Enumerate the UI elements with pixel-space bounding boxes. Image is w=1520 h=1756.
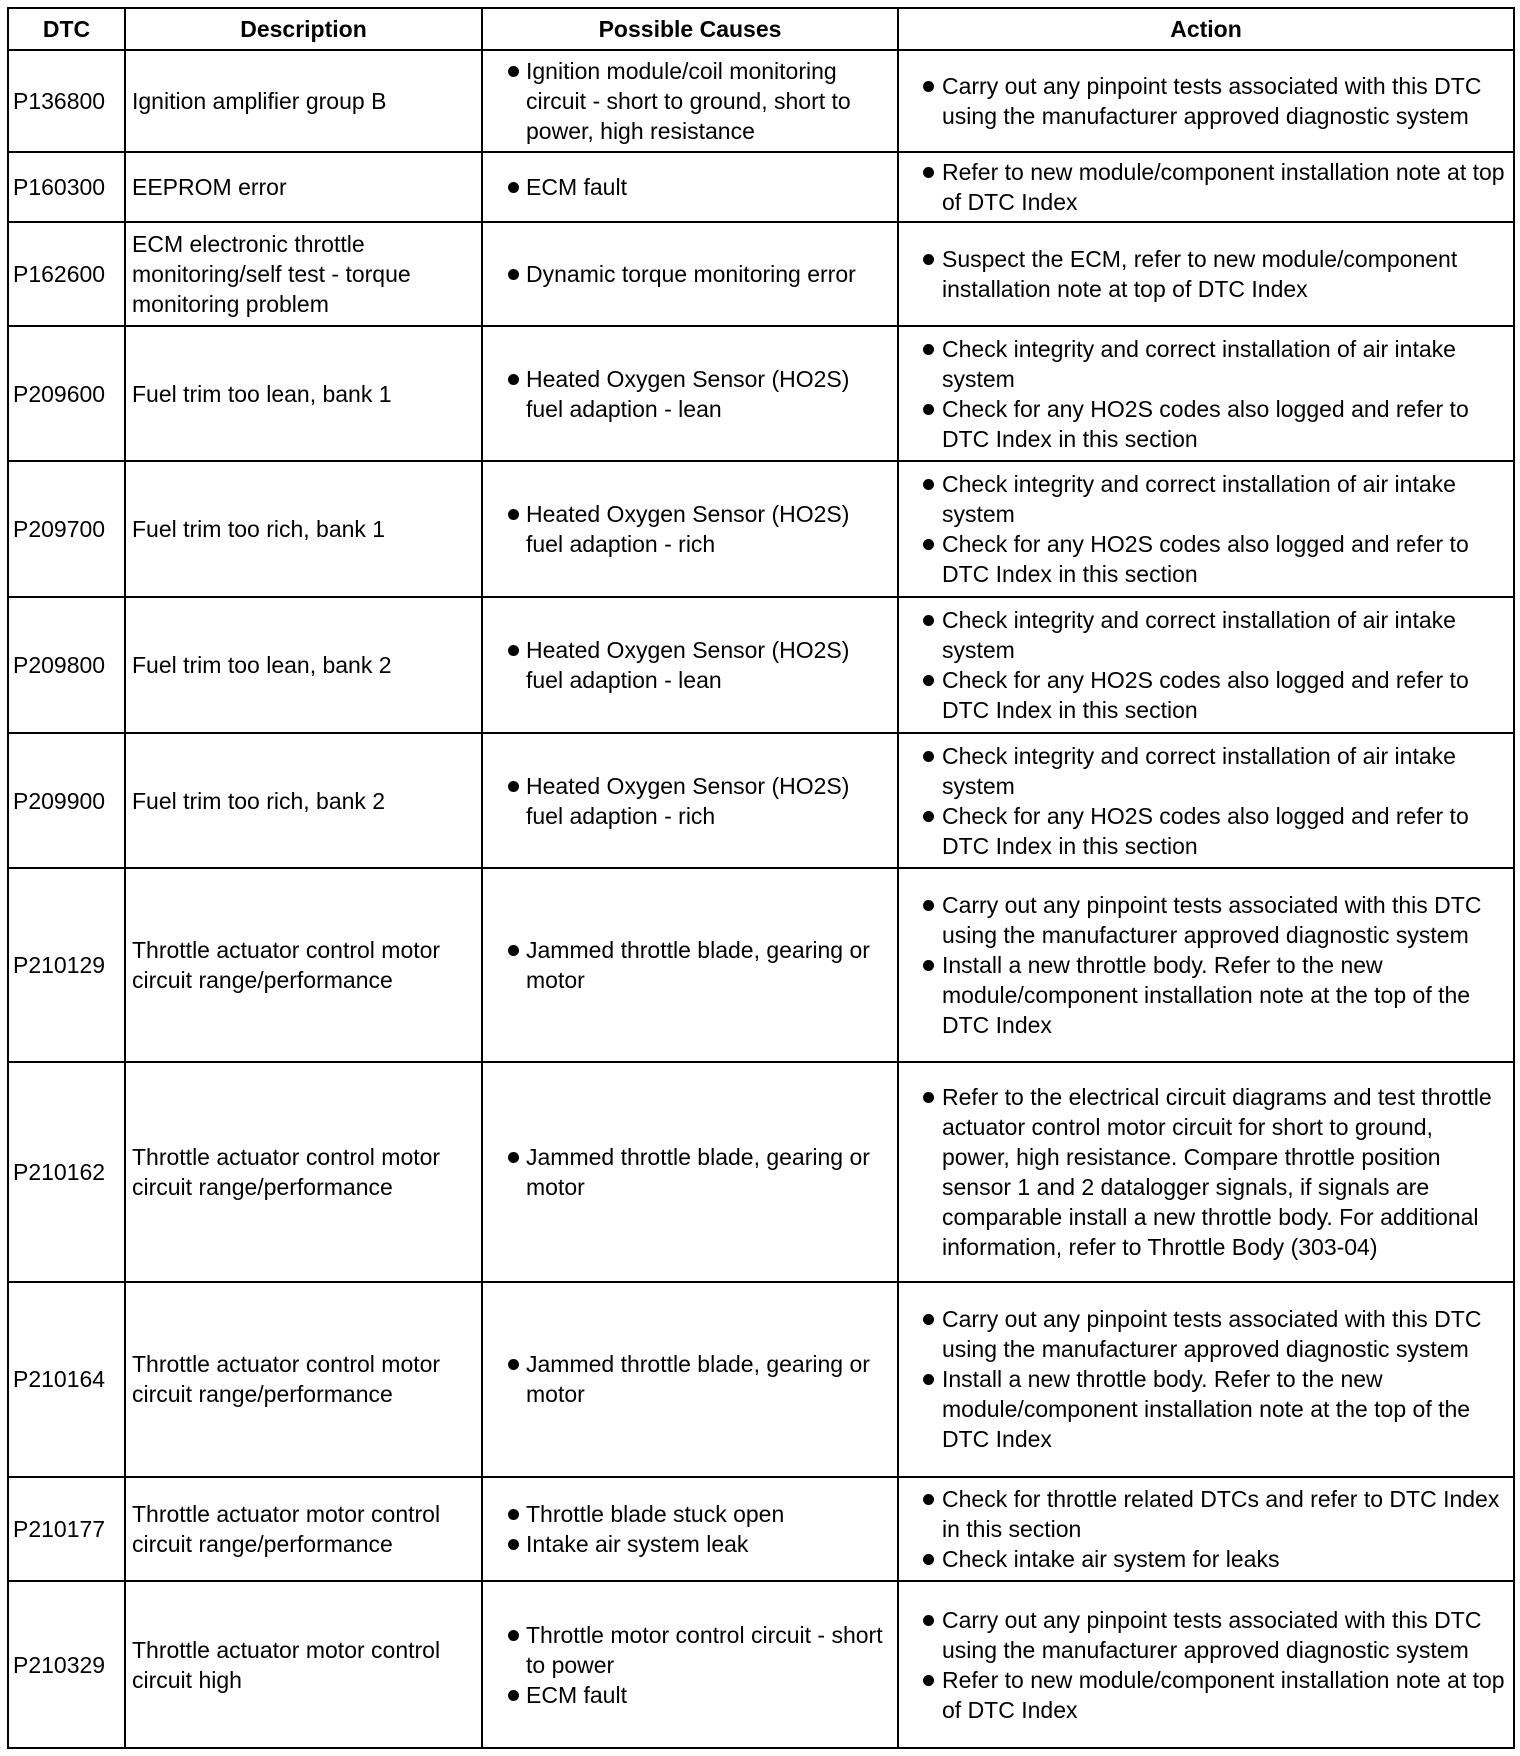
table-row — [8, 222, 1514, 325]
causes-list — [489, 56, 891, 146]
cause-item: Jammed throttle blade, gearing or motor — [489, 935, 891, 995]
possible-causes-cell — [482, 597, 898, 733]
dtc-code: P209700 — [8, 461, 125, 597]
actions-list — [905, 334, 1507, 454]
dtc-description: ECM electronic throttle monitoring/self test - torque monitoring problem — [125, 222, 482, 325]
cause-item: Jammed throttle blade, gearing or motor — [489, 1142, 891, 1202]
action-cell — [898, 733, 1514, 869]
dtc-description: Fuel trim too rich, bank 1 — [125, 461, 482, 597]
action-cell — [898, 1581, 1514, 1748]
cause-item: Heated Oxygen Sensor (HO2S) fuel adaption - lean — [489, 635, 891, 695]
possible-causes-cell — [482, 152, 898, 222]
action-item: Refer to new module/component installation note at top of DTC Index — [905, 1665, 1507, 1725]
action-item: Check for throttle related DTCs and refer to DTC Index in this section — [905, 1484, 1507, 1544]
dtc-code: P162600 — [8, 222, 125, 325]
dtc-description: Ignition amplifier group B — [125, 50, 482, 152]
dtc-code: P209900 — [8, 733, 125, 869]
cause-item: Dynamic torque monitoring error — [489, 259, 891, 289]
dtc-description: Throttle actuator control motor circuit range/performance — [125, 868, 482, 1061]
possible-causes-cell — [482, 733, 898, 869]
dtc-description: Fuel trim too lean, bank 2 — [125, 597, 482, 733]
actions-list — [905, 890, 1507, 1040]
dtc-description: Throttle actuator control motor circuit range/performance — [125, 1282, 482, 1477]
actions-list — [905, 71, 1507, 131]
causes-list — [489, 1142, 891, 1202]
action-item: Install a new throttle body. Refer to the new module/component installation note at the top of the DTC Index — [905, 1364, 1507, 1454]
possible-causes-cell — [482, 1062, 898, 1282]
causes-list — [489, 1499, 891, 1559]
action-item: Carry out any pinpoint tests associated with this DTC using the manufacturer approved diagnostic system — [905, 71, 1507, 131]
action-cell — [898, 50, 1514, 152]
cause-item: Heated Oxygen Sensor (HO2S) fuel adaption - rich — [489, 499, 891, 559]
cause-item: Ignition module/coil monitoring circuit - short to ground, short to power, high resistance — [489, 56, 891, 146]
table-body — [8, 50, 1514, 1748]
table-row — [8, 1477, 1514, 1582]
action-cell — [898, 1477, 1514, 1582]
causes-list — [489, 172, 891, 202]
dtc-code: P210164 — [8, 1282, 125, 1477]
table-row — [8, 868, 1514, 1061]
dtc-description: Throttle actuator motor control circuit high — [125, 1581, 482, 1748]
action-item: Check intake air system for leaks — [905, 1544, 1507, 1574]
table-row — [8, 461, 1514, 597]
dtc-description: Fuel trim too lean, bank 1 — [125, 326, 482, 462]
action-item: Check for any HO2S codes also logged and refer to DTC Index in this section — [905, 529, 1507, 589]
possible-causes-cell — [482, 461, 898, 597]
action-item: Check for any HO2S codes also logged and refer to DTC Index in this section — [905, 801, 1507, 861]
causes-list — [489, 499, 891, 559]
actions-list — [905, 1484, 1507, 1574]
dtc-code: P210129 — [8, 868, 125, 1061]
header-description: Description — [125, 8, 482, 50]
action-item: Carry out any pinpoint tests associated with this DTC using the manufacturer approved diagnostic system — [905, 1605, 1507, 1665]
causes-list — [489, 1620, 891, 1710]
action-item: Check integrity and correct installation of air intake system — [905, 741, 1507, 801]
action-item: Check integrity and correct installation of air intake system — [905, 605, 1507, 665]
cause-item: Intake air system leak — [489, 1529, 891, 1559]
table-row — [8, 597, 1514, 733]
action-item: Check integrity and correct installation of air intake system — [905, 334, 1507, 394]
action-item: Refer to the electrical circuit diagrams and test throttle actuator control motor circuit for short to ground, power, high resistance. Compare throttle position sensor 1 and 2 datalogger signals, if signals are comparable install a new throttle body. For additional information, refer to Throttle Body (303-04) — [905, 1082, 1507, 1262]
actions-list — [905, 1082, 1507, 1262]
action-item: Refer to new module/component installation note at top of DTC Index — [905, 157, 1507, 217]
table-row — [8, 733, 1514, 869]
action-item: Carry out any pinpoint tests associated with this DTC using the manufacturer approved diagnostic system — [905, 1304, 1507, 1364]
dtc-code: P209800 — [8, 597, 125, 733]
table-row — [8, 50, 1514, 152]
table-row — [8, 326, 1514, 462]
dtc-description: EEPROM error — [125, 152, 482, 222]
cause-item: ECM fault — [489, 172, 891, 202]
dtc-code: P209600 — [8, 326, 125, 462]
cause-item: Jammed throttle blade, gearing or motor — [489, 1349, 891, 1409]
header-dtc: DTC — [8, 8, 125, 50]
causes-list — [489, 635, 891, 695]
action-item: Check integrity and correct installation of air intake system — [905, 469, 1507, 529]
table-row — [8, 1282, 1514, 1477]
cause-item: ECM fault — [489, 1680, 891, 1710]
header-row — [8, 8, 1514, 50]
action-cell — [898, 868, 1514, 1061]
actions-list — [905, 1605, 1507, 1725]
cause-item: Throttle blade stuck open — [489, 1499, 891, 1529]
action-cell — [898, 222, 1514, 325]
actions-list — [905, 605, 1507, 725]
causes-list — [489, 1349, 891, 1409]
causes-list — [489, 935, 891, 995]
action-item: Suspect the ECM, refer to new module/component installation note at top of DTC Index — [905, 244, 1507, 304]
action-item: Install a new throttle body. Refer to the new module/component installation note at the top of the DTC Index — [905, 950, 1507, 1040]
dtc-code: P210329 — [8, 1581, 125, 1748]
action-cell — [898, 1282, 1514, 1477]
actions-list — [905, 157, 1507, 217]
actions-list — [905, 469, 1507, 589]
table-row — [8, 152, 1514, 222]
action-cell — [898, 597, 1514, 733]
actions-list — [905, 244, 1507, 304]
causes-list — [489, 259, 891, 289]
possible-causes-cell — [482, 326, 898, 462]
header-possible-causes: Possible Causes — [482, 8, 898, 50]
action-item: Check for any HO2S codes also logged and refer to DTC Index in this section — [905, 394, 1507, 454]
actions-list — [905, 741, 1507, 861]
action-item: Check for any HO2S codes also logged and refer to DTC Index in this section — [905, 665, 1507, 725]
possible-causes-cell — [482, 222, 898, 325]
cause-item: Heated Oxygen Sensor (HO2S) fuel adaption - lean — [489, 364, 891, 424]
dtc-code: P210177 — [8, 1477, 125, 1582]
dtc-table — [7, 7, 1515, 1749]
dtc-code: P160300 — [8, 152, 125, 222]
table-row — [8, 1062, 1514, 1282]
action-cell — [898, 152, 1514, 222]
dtc-description: Throttle actuator motor control circuit range/performance — [125, 1477, 482, 1582]
causes-list — [489, 771, 891, 831]
actions-list — [905, 1304, 1507, 1454]
action-cell — [898, 1062, 1514, 1282]
action-item: Carry out any pinpoint tests associated with this DTC using the manufacturer approved diagnostic system — [905, 890, 1507, 950]
header-action: Action — [898, 8, 1514, 50]
possible-causes-cell — [482, 1477, 898, 1582]
action-cell — [898, 326, 1514, 462]
causes-list — [489, 364, 891, 424]
dtc-code: P210162 — [8, 1062, 125, 1282]
possible-causes-cell — [482, 868, 898, 1061]
possible-causes-cell — [482, 1581, 898, 1748]
cause-item: Throttle motor control circuit - short to power — [489, 1620, 891, 1680]
possible-causes-cell — [482, 50, 898, 152]
cause-item: Heated Oxygen Sensor (HO2S) fuel adaption - rich — [489, 771, 891, 831]
dtc-code: P136800 — [8, 50, 125, 152]
dtc-description: Fuel trim too rich, bank 2 — [125, 733, 482, 869]
dtc-description: Throttle actuator control motor circuit range/performance — [125, 1062, 482, 1282]
action-cell — [898, 461, 1514, 597]
table-row — [8, 1581, 1514, 1748]
possible-causes-cell — [482, 1282, 898, 1477]
